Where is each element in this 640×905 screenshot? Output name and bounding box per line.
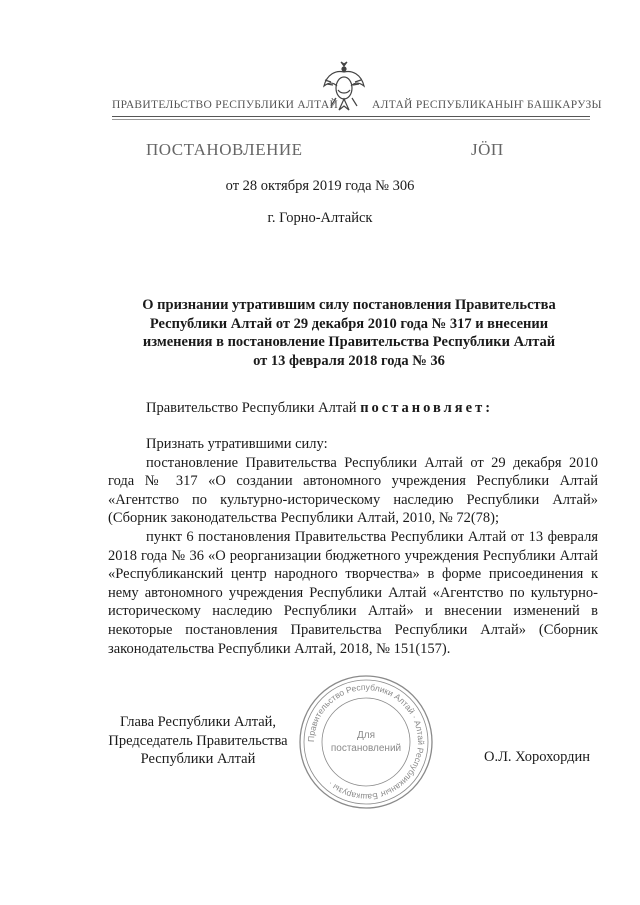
title-line: Республики Алтай от 29 декабря 2010 года № 317 и внесении: [149, 315, 549, 332]
stamp-ring-text: Правительство Республики Алтай · Алтай Республиканыҥ Башкарузы ·: [305, 681, 427, 803]
document-body: [108, 435, 598, 658]
signatory-title: [108, 713, 288, 769]
body-item-1: постановление Правительства Республики Алтай от 29 декабря 2010 года № 317 «О создании автономного учреждения Республики Алтай «Агентство по культурно-историческому наследию Республики Алтай» (Сборник законодательства Республики Алтай, 2010, № 72(78);: [108, 454, 598, 527]
title-line: О признании утратившим силу постановления Правительства: [142, 297, 556, 313]
header-divider: [112, 116, 590, 117]
signatory-line: Республики Алтай: [140, 751, 256, 768]
title-line: изменения в постановление Правительства Республики Алтай: [142, 334, 556, 350]
stamp-center-line1: Для: [356, 730, 376, 741]
doc-type-altai: JÖП: [471, 140, 504, 159]
stamp-center-line2: постановлений: [330, 743, 402, 754]
preamble-text: Правительство Республики Алтай: [146, 400, 357, 416]
preamble-emphasis: постановляет:: [360, 400, 494, 416]
doc-type-ru: ПОСТАНОВЛЕНИЕ: [146, 140, 303, 159]
body-intro: Признать утратившими силу:: [146, 436, 328, 452]
document-title: [120, 296, 578, 370]
signatory-name: О.Л. Хорохордин: [484, 749, 591, 765]
signatory-line: Председатель Правительства: [108, 732, 288, 749]
official-stamp: [296, 672, 436, 812]
header-government-ru: ПРАВИТЕЛЬСТВО РЕСПУБЛИКИ АЛТАЙ: [112, 99, 339, 111]
signatory-line: Глава Республики Алтай,: [119, 714, 277, 730]
header-government-altai: АЛТАЙ РЕСПУБЛИКАНЫҤ БАШКАРУЗЫ: [372, 99, 602, 111]
document-city: г. Горно-Алтайск: [267, 210, 373, 226]
document-date-number: от 28 октября 2019 года № 306: [225, 178, 415, 194]
preamble: [146, 400, 493, 417]
title-line: от 13 февраля 2018 года № 36: [253, 352, 445, 369]
header-divider-secondary: [112, 119, 590, 120]
body-item-2: пункт 6 постановления Правительства Республики Алтай от 13 февраля 2018 года № 36 «О реорганизации бюджетного учреждения Республики Алтай «Республиканский центр народного творчества» в форме присоединения к нему автономного учреждения Республики Алтай «Агентство по культурно-историческому наследию Республики Алтай» и внесении изменений в некоторые постановления Правительства Республики Алтай» (Сборник законодательства Республики Алтай, 2018, № 151(157).: [108, 528, 598, 657]
